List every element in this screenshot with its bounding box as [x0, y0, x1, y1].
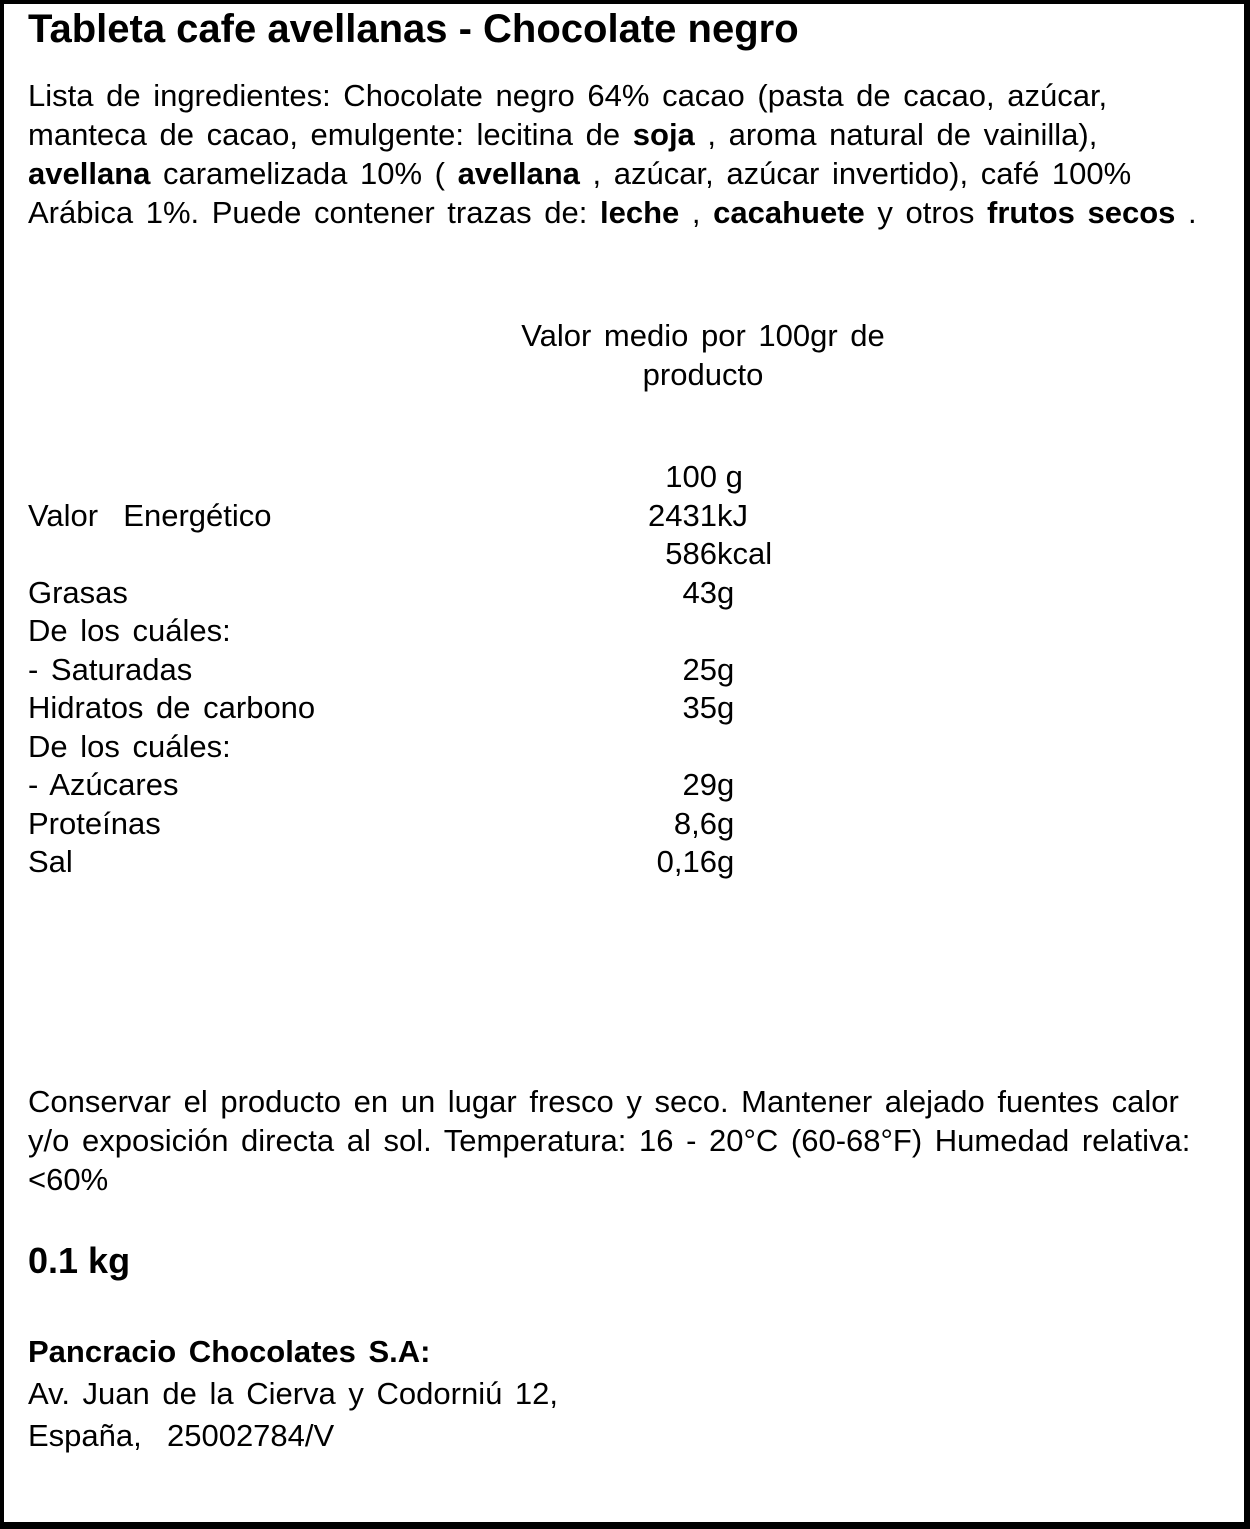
nutrient-label: De los cuáles: — [28, 613, 231, 648]
nutrition-table — [28, 458, 1138, 882]
ingredients-line — [28, 115, 1204, 154]
nutrient-amount: 29 — [682, 767, 717, 802]
ingredients-paragraph — [28, 76, 1204, 232]
allergen-bold-text: frutos secos — [987, 195, 1176, 230]
ingredients-text: Lista de ingredientes: Chocolate negro 64% cacao (pasta de cacao, azúcar, — [28, 78, 1108, 113]
allergen-bold-text: cacahuete — [713, 195, 865, 230]
nutrient-amount: 0,16 — [656, 844, 717, 879]
storage-line: y/o exposición directa al sol. Temperatura: 16 - 20°C (60-68°F) Humedad relativa: — [28, 1122, 1191, 1158]
nutrition-header-line: Valor medio por 100gr de — [521, 318, 885, 353]
nutrient-unit — [717, 612, 1138, 651]
nutrition-header — [513, 316, 893, 394]
ingredients-text: , aroma natural de vainilla), — [694, 117, 1098, 152]
ingredients-text: y otros — [864, 195, 988, 230]
ingredients-line — [28, 76, 1204, 115]
nutrient-label: - Azúcares — [28, 767, 179, 802]
nutrient-unit: g — [717, 574, 735, 610]
ingredients-line — [28, 154, 1204, 193]
nutrition-header-line: producto — [642, 357, 764, 392]
storage-line: Conservar el producto en un lugar fresco y seco. Mantener alejado fuentes calor — [28, 1083, 1179, 1119]
nutrition-table-body — [28, 458, 1138, 882]
net-weight: 0.1 kg — [28, 1239, 131, 1281]
ingredients-text: , azúcar, azúcar invertido), café 100% — [579, 156, 1132, 191]
nutrient-label — [28, 458, 530, 497]
nutrient-amount: 100 — [665, 459, 717, 494]
nutrition-row — [28, 574, 1138, 613]
product-title: Tableta cafe avellanas - Chocolate negro — [28, 7, 799, 51]
nutrient-amount: 2431 — [648, 497, 717, 533]
nutrient-unit: kcal — [717, 536, 773, 571]
nutrient-unit: g — [717, 767, 735, 802]
nutrition-row — [28, 843, 1138, 882]
nutrient-label: De los cuáles: — [28, 728, 231, 764]
nutrition-row — [28, 612, 1138, 651]
nutrient-label: - Saturadas — [28, 651, 193, 687]
nutrient-unit — [717, 728, 1138, 767]
allergen-bold-text: leche — [600, 195, 680, 230]
nutrient-unit: g — [717, 690, 735, 725]
manufacturer-address: Av. Juan de la Cierva y Codorniú 12, — [28, 1375, 559, 1411]
ingredients-text: Arábica 1%. Puede contener trazas de: — [28, 195, 600, 230]
nutrient-unit: g — [717, 844, 735, 879]
nutrient-amount — [530, 612, 717, 651]
nutrient-label: Proteínas — [28, 805, 161, 841]
storage-paragraph — [28, 1082, 1204, 1199]
nutrient-unit: g — [717, 805, 735, 841]
nutrient-unit: g — [717, 651, 735, 687]
nutrient-label: Grasas — [28, 574, 128, 610]
nutrition-row — [28, 458, 1138, 497]
nutrient-label: Hidratos de carbono — [28, 690, 316, 725]
allergen-bold-text: soja — [632, 117, 695, 152]
ingredients-line — [28, 193, 1204, 232]
ingredients-text: . — [1175, 195, 1197, 230]
nutrition-row — [28, 535, 1138, 574]
nutrient-label: Valor Energético — [28, 497, 272, 533]
nutrient-label — [28, 535, 530, 574]
nutrition-row — [28, 766, 1138, 805]
nutrient-amount: 35 — [682, 690, 717, 725]
ingredients-text: manteca de cacao, emulgente: lecitina de — [28, 117, 633, 152]
nutrient-amount: 43 — [682, 574, 717, 610]
nutrient-amount: 8,6 — [673, 805, 717, 841]
nutrient-label: Sal — [28, 844, 73, 879]
nutrition-row — [28, 689, 1138, 728]
allergen-bold-text: avellana — [28, 156, 151, 191]
storage-line: <60% — [28, 1161, 109, 1197]
manufacturer-name: Pancracio Chocolates S.A: — [28, 1333, 431, 1369]
nutrition-row — [28, 651, 1138, 690]
nutrient-amount: 25 — [682, 651, 717, 687]
nutrient-amount: 586 — [665, 536, 717, 571]
nutrient-unit: kJ — [717, 497, 748, 533]
nutrition-row — [28, 728, 1138, 767]
nutrient-amount — [530, 728, 717, 767]
nutrient-unit: g — [717, 459, 743, 494]
nutrition-row — [28, 497, 1138, 536]
manufacturer-block — [28, 1331, 1204, 1457]
ingredients-text: , — [679, 195, 714, 230]
ingredients-text: caramelizada 10% ( — [150, 156, 458, 191]
nutrition-row — [28, 805, 1138, 844]
manufacturer-registration: España, 25002784/V — [28, 1417, 335, 1453]
allergen-bold-text: avellana — [457, 156, 580, 191]
